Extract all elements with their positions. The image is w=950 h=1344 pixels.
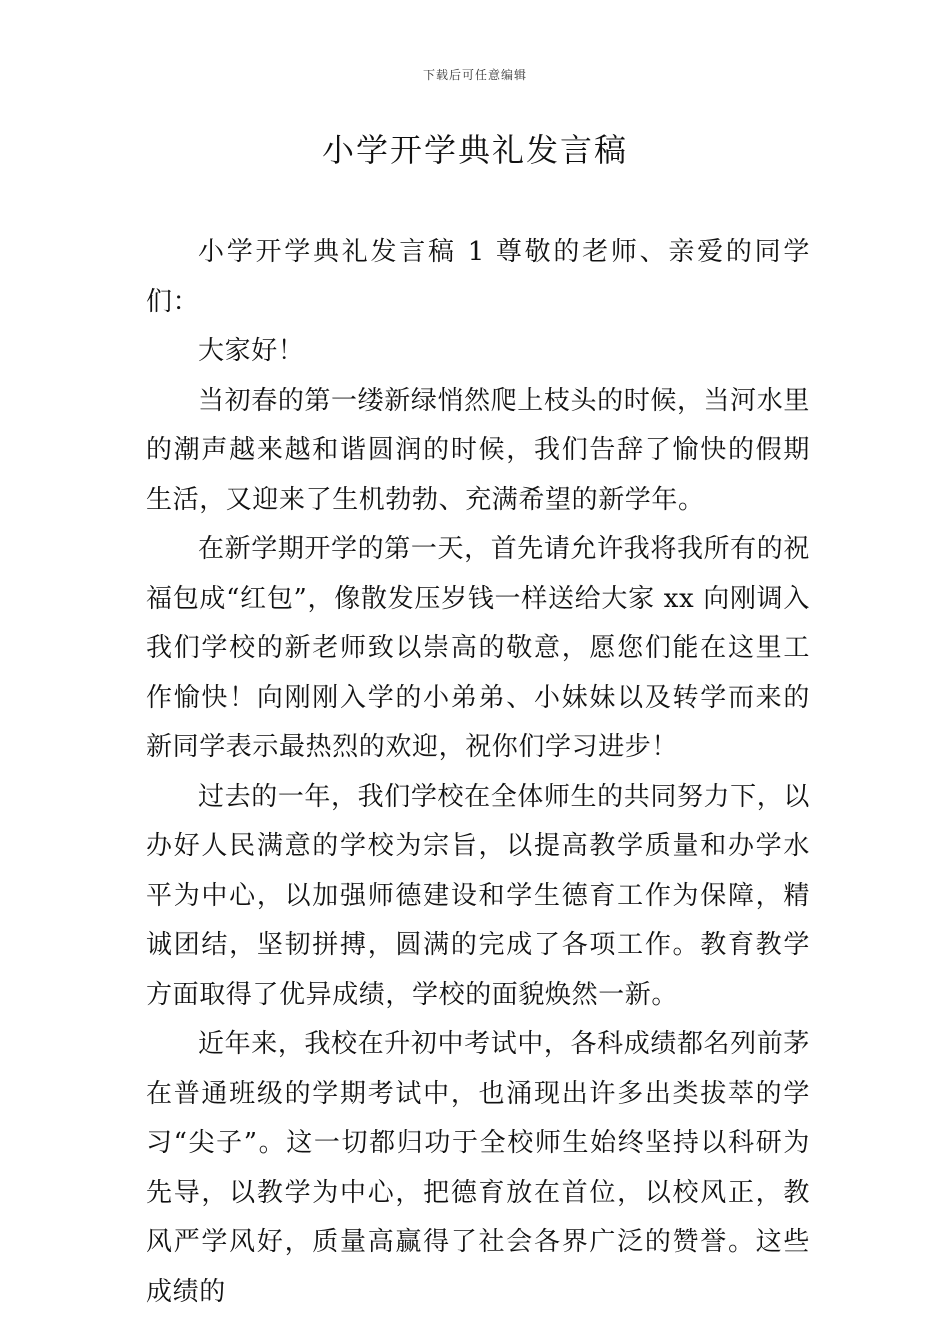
- document-title: 小学开学典礼发言稿: [321, 131, 628, 169]
- paragraph-past-year: 过去的一年，我们学校在全体师生的共同努力下，以办好人民满意的学校为宗旨，以提高教学质量和办学水平为中心，以加强师德建设和学生德育工作为保障，精诚团结，坚韧拼搏，圆满的完成了各项工作。教育教学方面取得了优异成绩，学校的面貌焕然一新。: [146, 781, 810, 1010]
- paragraph-welcome: 在新学期开学的第一天，首先请允许我将我所有的祝福包成“红包”，像散发压岁钱一样送给大家 xx 向刚调入我们学校的新老师致以崇高的敬意，愿您们能在这里工作愉快！向刚刚入学的小弟弟、小妹妹以及转学而来的新同学表示最热烈的欢迎，祝你们学习进步！: [146, 534, 810, 762]
- paragraph-achievements: 近年来，我校在升初中考试中，各科成绩都名列前茅在普通班级的学期考试中，也涌现出许多出类拔萃的学习“尖子”。这一切都归功于全校师生始终坚持以科研为先导，以教学为中心，把德育放在首位，以校风正，教风严学风好，质量高赢得了社会各界广泛的赞誉。这些成绩的: [146, 1029, 810, 1307]
- header-note: 下载后可任意编辑: [422, 68, 527, 82]
- paragraph-greeting: 大家好！: [198, 336, 305, 366]
- document-body: [146, 228, 810, 1317]
- paragraph-new-term: 当初春的第一缕新绿悄然爬上枝头的时候，当河水里的潮声越来越和谐圆润的时候，我们告辞了愉快的假期生活，又迎来了生机勃勃、充满希望的新学年。: [146, 385, 810, 515]
- paragraph-opening: 小学开学典礼发言稿 1 尊敬的老师、亲爱的同学们：: [146, 237, 810, 317]
